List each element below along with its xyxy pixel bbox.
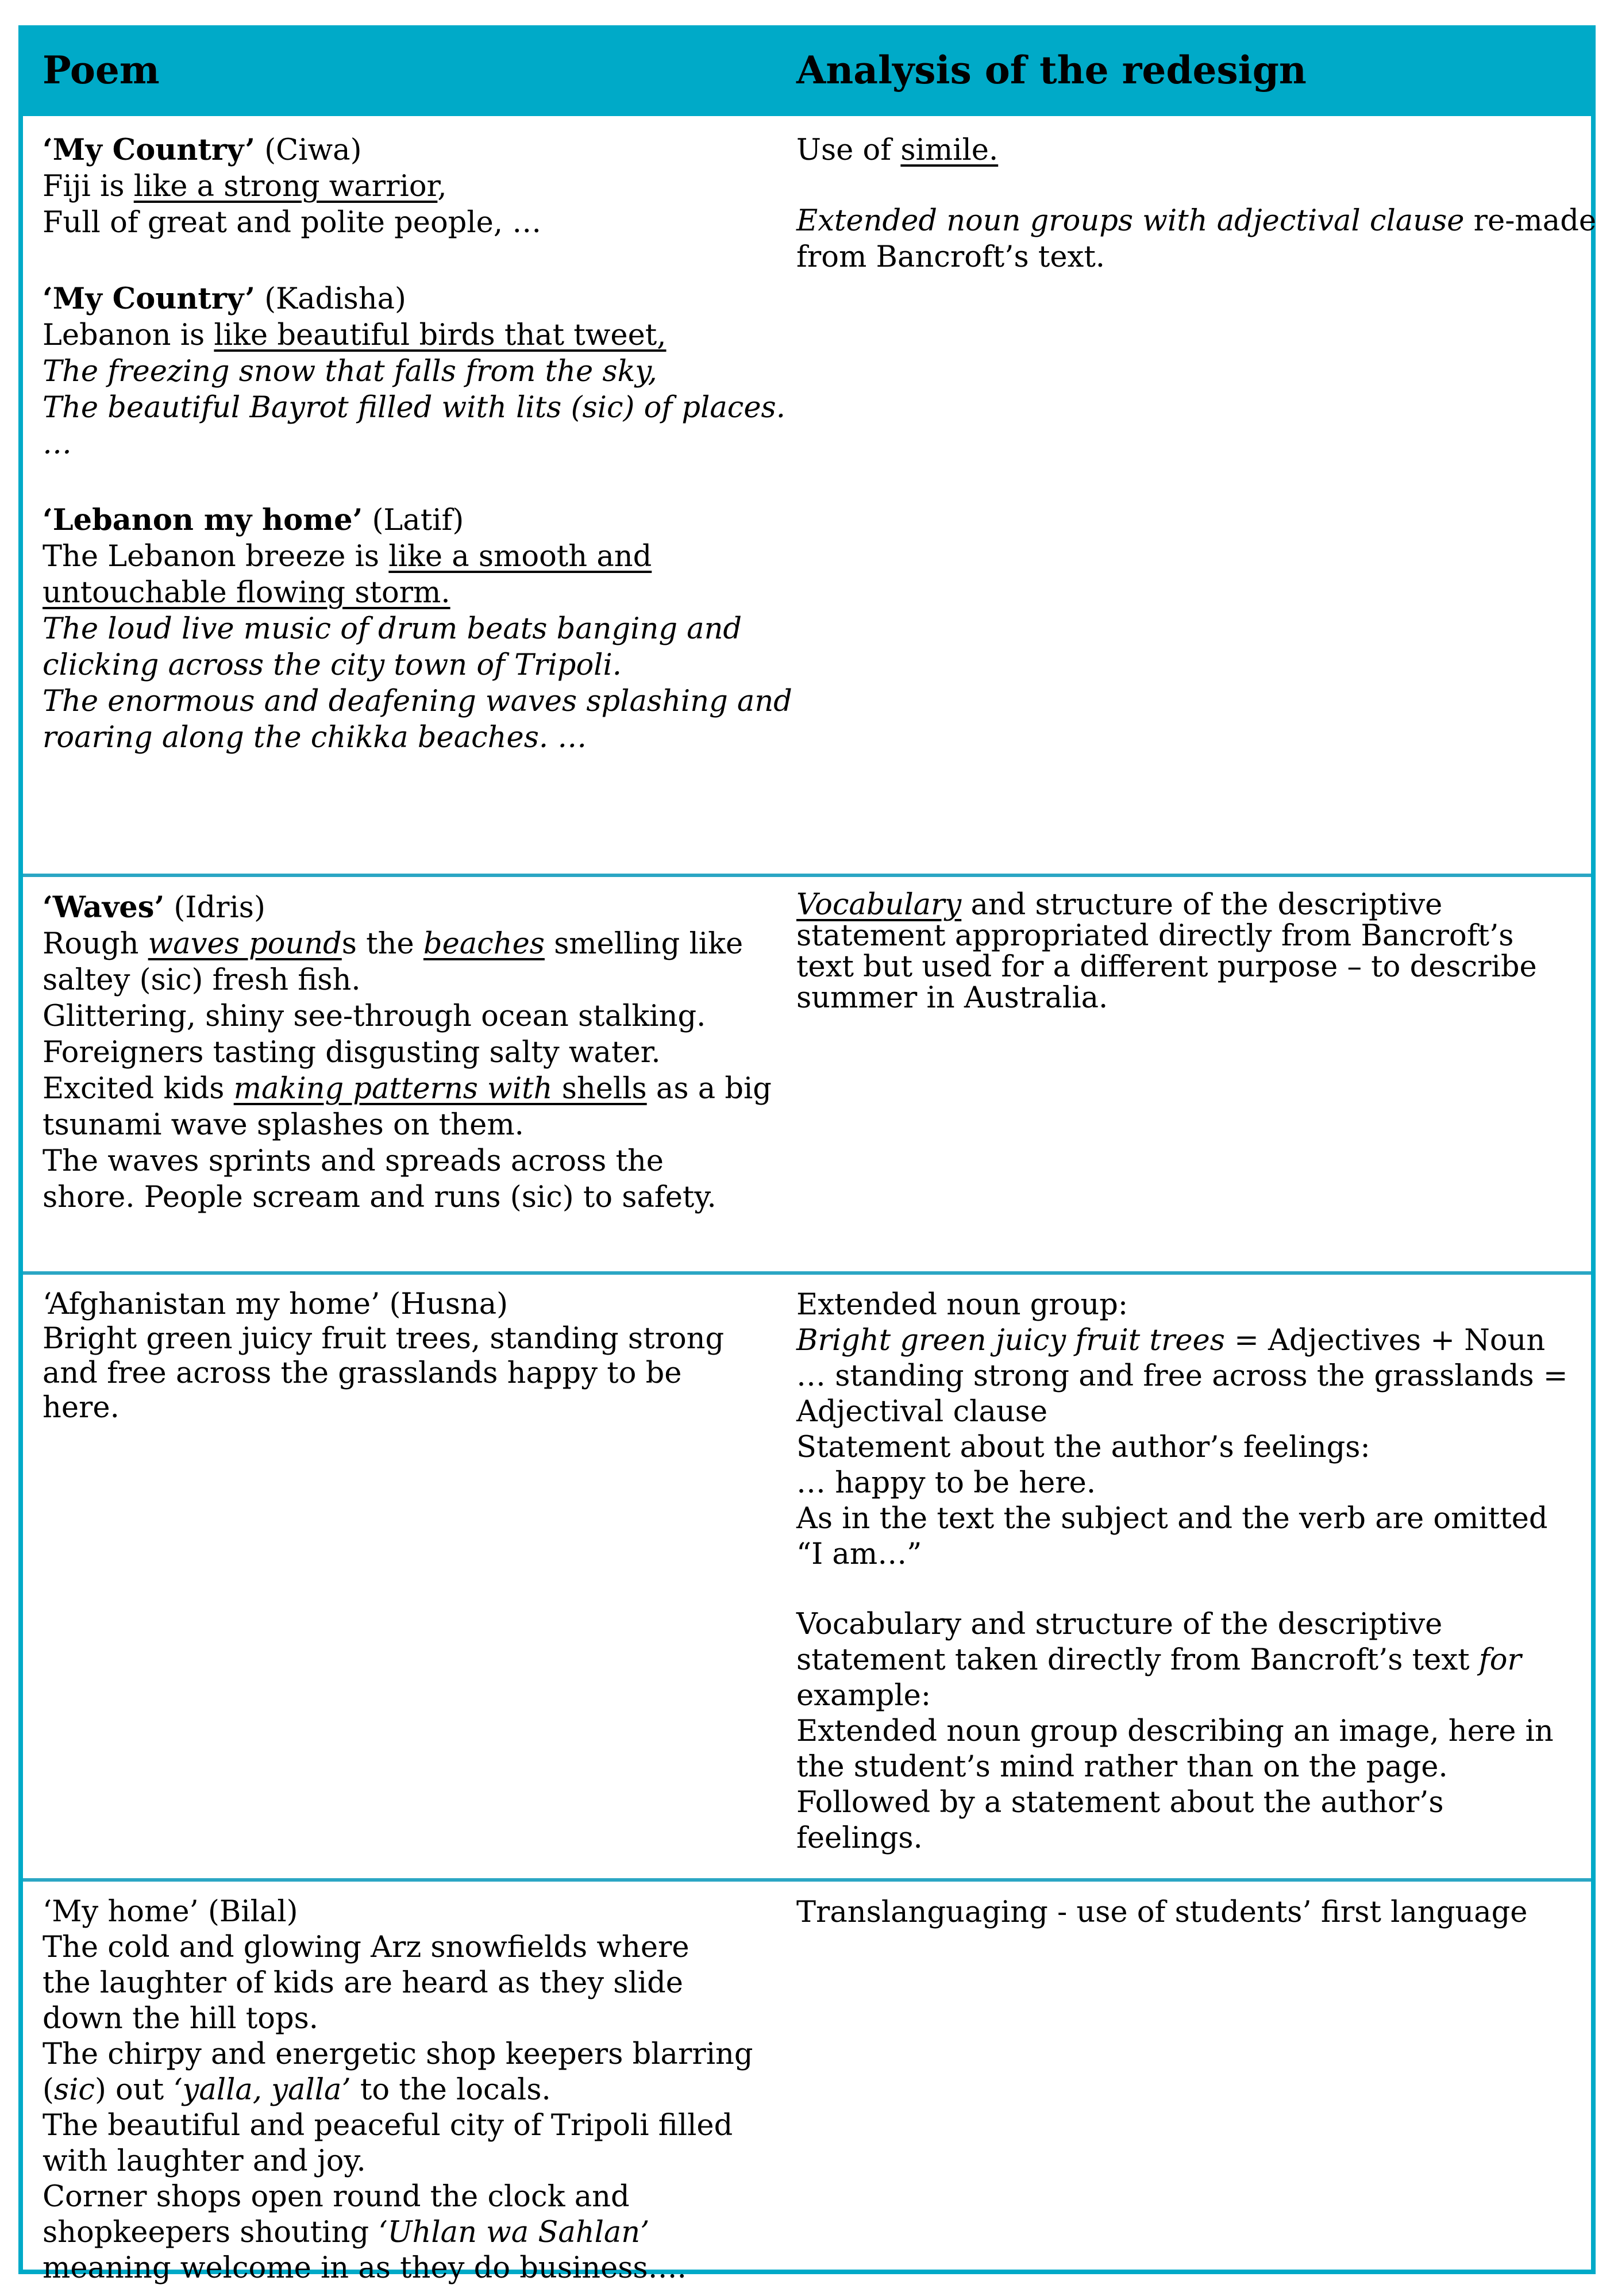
text: Fiji is <box>43 170 134 203</box>
italic-text: ‘Uhlan wa Sahlan’ <box>378 2216 650 2249</box>
text: Rough <box>43 927 148 961</box>
italic-text: ‘yalla, yalla’ <box>173 2073 351 2107</box>
underlined-text: making patterns with <box>233 1072 553 1106</box>
underlined-text: untouchable flowing storm. <box>43 576 450 610</box>
poem-line: The waves sprints and spreads across the <box>43 1144 664 1178</box>
poem-title: ‘My home’ (Bilal) <box>43 1895 298 1929</box>
text: and structure of the descriptive <box>961 888 1443 922</box>
analysis-line: Vocabulary and structure of the descriptive <box>796 1607 1443 1641</box>
table-header <box>23 30 1591 116</box>
poem-author: (Ciwa) <box>255 133 362 167</box>
poem-title: ‘Waves’ <box>43 890 165 925</box>
italic-text: sic <box>53 2073 95 2107</box>
analysis-line: Translanguaging - use of students’ first language <box>796 1895 1528 1929</box>
table-row <box>23 877 1591 1272</box>
poem-line: Glittering, shiny see-through ocean stalking. <box>43 999 706 1033</box>
italic-text: Bright green juicy fruit trees <box>796 1324 1225 1357</box>
analysis-line: the student’s mind rather than on the page. <box>796 1750 1448 1784</box>
analysis-line: summer in Australia. <box>796 981 1108 1015</box>
header-analysis: Analysis of the redesign <box>796 48 1307 93</box>
poem-line: The chirpy and energetic shop keepers blarring <box>43 2037 753 2071</box>
poem-author: (Latif) <box>363 503 464 537</box>
table-row <box>23 1275 1591 1879</box>
analysis-line: “I am…” <box>796 1537 922 1571</box>
text: s the <box>341 927 423 961</box>
poem-cell <box>43 1287 761 1425</box>
analysis-line: … standing strong and free across the grasslands = <box>796 1359 1568 1393</box>
text: Use of <box>796 133 901 167</box>
underlined-text: beaches <box>423 927 545 961</box>
poem-line: meaning welcome in as they do business…. <box>43 2251 687 2285</box>
poem-line: down the hill tops. <box>43 2002 319 2036</box>
table-row <box>23 116 1597 875</box>
text: = Adjectives + Noun <box>1224 1324 1546 1357</box>
table-row <box>23 1882 1591 2285</box>
text: smelling like <box>544 927 744 961</box>
poem-line: The beautiful Bayrot filled with lits (sic) of places. <box>43 391 785 425</box>
underlined-text: shells <box>552 1072 647 1106</box>
analysis-line: statement appropriated directly from Bancroft’s <box>796 919 1514 953</box>
underlined-text: waves pound <box>148 927 342 961</box>
analysis-line: from Bancroft’s text. <box>796 240 1105 274</box>
poem-line: The cold and glowing Arz snowfields where <box>43 1930 689 1964</box>
text: as a big <box>646 1072 772 1106</box>
poem-cell <box>43 890 772 1216</box>
analysis-cell <box>796 132 1597 275</box>
text: shopkeepers shouting <box>43 2216 379 2249</box>
underlined-text: like a strong warrior <box>133 170 438 203</box>
analysis-cell <box>796 890 1589 1014</box>
analysis-line: text but used for a different purpose – to describe <box>796 950 1537 984</box>
poem-line: shore. People scream and runs (sic) to safety. <box>43 1180 717 1214</box>
poem-author: (Idris) <box>164 891 265 925</box>
poem-line: roaring along the chikka beaches. … <box>43 721 587 755</box>
analysis-line: Extended noun group describing an image, here in <box>796 1714 1554 1748</box>
analysis-line: feelings. <box>796 1821 923 1855</box>
poem-line: saltey (sic) fresh fish. <box>43 963 361 997</box>
underlined-text: Vocabulary <box>796 888 962 922</box>
italic-text: for <box>1478 1643 1521 1677</box>
poem-line: the laughter of kids are heard as they slide <box>43 1966 683 2000</box>
underlined-text: like beautiful birds that tweet, <box>214 318 667 352</box>
text: Lebanon is <box>43 318 214 352</box>
analysis-cell <box>796 1894 1589 1930</box>
poem-line: The freezing snow that falls from the sky, <box>43 355 657 389</box>
poem-line: tsunami wave splashes on them. <box>43 1108 524 1142</box>
poem-analysis-table <box>18 25 1597 2285</box>
poem-title: ‘My Country’ <box>43 133 256 167</box>
text: to the locals. <box>350 2073 551 2107</box>
poem-line: clicking across the city town of Tripoli. <box>43 648 622 682</box>
text: ( <box>43 2073 54 2107</box>
poem-line: Bright green juicy fruit trees, standing strong <box>43 1322 725 1356</box>
poem-title: ‘Lebanon my home’ <box>43 503 363 537</box>
poem-title: ‘My Country’ <box>43 282 256 316</box>
italic-text: Extended noun groups with adjectival clause <box>796 204 1465 238</box>
poem-line: Foreigners tasting disgusting salty water. <box>43 1036 661 1070</box>
underlined-text: like a smooth and <box>388 540 652 574</box>
poem-cell <box>43 132 792 756</box>
poem-line: and free across the grasslands happy to be <box>43 1356 682 1390</box>
underlined-text: simile. <box>900 133 999 167</box>
poem-line: Corner shops open round the clock and <box>43 2180 630 2214</box>
text: , <box>437 170 447 203</box>
poem-line: The beautiful and peaceful city of Tripoli filled <box>43 2109 733 2143</box>
analysis-line: Adjectival clause <box>796 1395 1048 1429</box>
analysis-line: example: <box>796 1679 931 1713</box>
text: Excited kids <box>43 1072 234 1106</box>
analysis-line: As in the text the subject and the verb are omitted <box>796 1502 1548 1536</box>
poem-cell <box>43 1894 761 2286</box>
text: statement taken directly from Bancroft’s text <box>796 1643 1479 1677</box>
text: The Lebanon breeze is <box>43 540 389 574</box>
header-poem: Poem <box>43 48 160 93</box>
text: ) out <box>94 2073 174 2107</box>
analysis-cell <box>796 1287 1589 1856</box>
poem-line: with laughter and joy. <box>43 2144 366 2178</box>
analysis-line: … happy to be here. <box>796 1466 1096 1500</box>
poem-line: The loud live music of drum beats banging and <box>43 612 742 646</box>
poem-line: here. <box>43 1391 120 1425</box>
poem-line: The enormous and deafening waves splashing and <box>43 684 792 718</box>
poem-line: Full of great and polite people, … <box>43 206 542 240</box>
analysis-line: Extended noun group: <box>796 1288 1128 1322</box>
analysis-line: Statement about the author’s feelings: <box>796 1430 1370 1464</box>
poem-title: ‘Afghanistan my home’ (Husna) <box>43 1287 509 1321</box>
poem-line: … <box>43 427 72 461</box>
poem-author: (Kadisha) <box>255 282 406 316</box>
analysis-line: Followed by a statement about the author’s <box>796 1786 1444 1820</box>
text: re-made <box>1464 204 1597 238</box>
